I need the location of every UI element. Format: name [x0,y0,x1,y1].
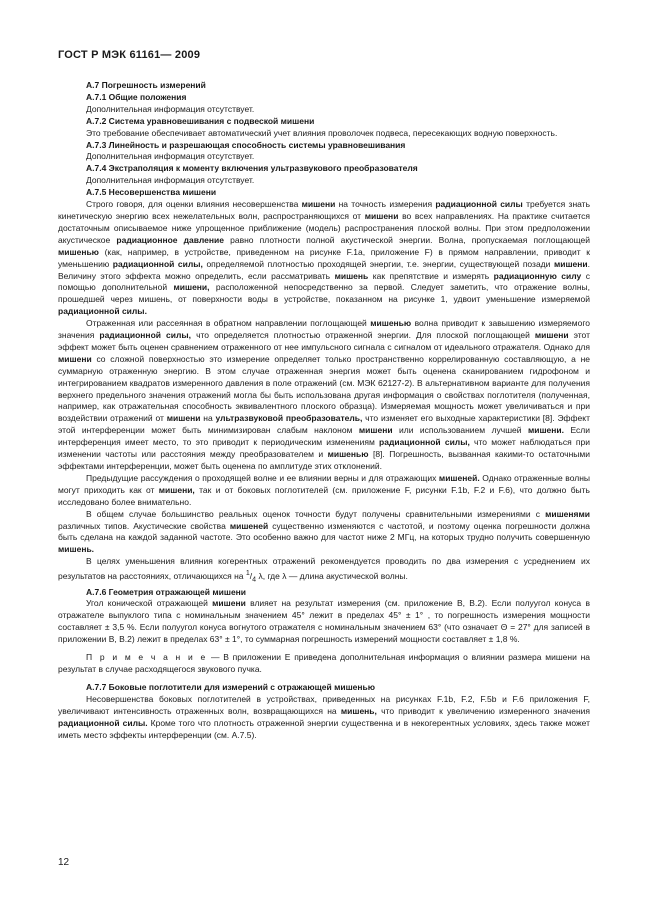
section-heading-a7-3: А.7.3 Линейность и разрешающая способность системы уравновешивания [86,139,406,150]
paragraph-a7-3: Дополнительная информация отсутствует. [86,151,255,162]
paragraph-a7-5-3: Предыдущие рассуждения о проходящей волне и ее влиянии верны и для отражающих мишеней. Однако отраженные волны могут приходить как от мишени, так и от боковых поглотителей (см. приложение F, рисунки F.1b, F.2 и F.6), что должно быть исследовано более внимательно. [58,472,590,507]
paragraph-a7-6: Угол конической отражающей мишени влияет на результат измерения (см. приложение В, В.2). Если полуугол конуса в отражателе выпуклого типа с номинальным значением 45° лежит в пределах 45° ± 1° , то погрешность измерения мощности составляет ± 3,5 %. Если полуугол конуса вогнутого отражателя с номинальным значением 63° (что означает Θ = 27° для записей в приложении В, В.2) лежит в пределах 63° ± 1°, то суммарная погрешность измерений мощности составляет ± 1,8 %. [58,598,590,645]
paragraph-a7-4: Дополнительная информация отсутствует. [86,175,255,186]
page-number: 12 [58,857,70,868]
paragraph-a7-2: Это требование обеспечивает автоматический учет влияния проволочек подвеса, пересекающих водную поверхность. [86,127,558,138]
section-heading-a7-2: А.7.2 Система уравновешивания с подвеской мишени [86,115,315,126]
section-heading-a7-5: А.7.5 Несовершенства мишени [86,187,217,198]
section-heading-a7-1: А.7.1 Общие положения [86,91,187,102]
paragraph-a7-7: Несовершенства боковых поглотителей в устройствах, приведенных на рисунках F.1b, F.2, F.5b и F.6 приложения F, увеличивают интенсивность отраженных волн, возвращающихся на мишень, что приводит к увеличению измеренного значения радиационной силы. Кроме того что плотность отраженной энергии существенна и в некогерентных условиях, здесь также может иметь место эффекты интерференции (см. А.7.5). [58,693,590,740]
document-header: ГОСТ Р МЭК 61161— 2009 [58,49,201,61]
section-heading-a7-7: А.7.7 Боковые поглотители для измерений с отражающей мишенью [86,681,376,692]
paragraph-a7-5-2: Отраженная или рассеянная в обратном направлении поглощающей мишенью волна приводит к завышению измеряемого значения радиационной силы, что определяется плотностью отраженной энергии. Для плоской поглощающей мишени этот эффект может быть оценен сравнением отраженного от нее импульсного сигнала с сигналом от идеального отражателя. Однако для мишени со сложной поверхностью это измерение определяет только пространственно коррелированную составляющую, а не суммарную отраженную энергию. В этом случае отраженная энергия может быть оценена сканированием гидрофоном и интегрированием квадратов измеренного давления в поле отражений (см. МЭК 62127-2). В альтернативном варианте для получения верхнего предельного значения отражений могла бы быть использована другая информация о свойствах поглотителя (полученная, например, как отражательная способность эквивалентного плоского образца). Измеряемая мощность может увеличиваться и при воздействии отражений от мишени на ультразвуковой преобразователь, что изменяет его выходные характеристики [8]. Эффект этой интерференции может быть минимизирован слабым наклоном мишени или использованием лучшей мишени. Если интерференция имеет место, то это приводит к периодическим изменениям радиационной силы, что может наблюдаться при изменении частоты или расстояния между преобразователем и мишенью [8]. Погрешность, вызванная какими-то остаточными эффектами интерференции, может быть оценена по амплитуде этих отклонений. [58,318,590,471]
paragraph-a7-1: Дополнительная информация отсутствует. [86,103,255,114]
paragraph-a7-5-4: В общем случае большинство реальных оценок точности будут получены сравнительными измерениями с мишенями различных типов. Акустические свойства мишеней существенно изменяются с частотой, и поэтому оценка погрешности должна быть сделана на каждой заданной частоте. Это особенно важно для частот ниже 2 МГц, на которых трудно получить совершенную мишень. [58,508,590,555]
section-heading-a7-4: А.7.4 Экстраполяция к моменту включения ультразвукового преобразователя [86,163,418,174]
section-heading-a7-6: А.7.6 Геометрия отражающей мишени [86,586,247,597]
note-text: — В приложении Е приведена дополнительная информация о влиянии размера мишени на результат в случае расходящегося звукового пучка. [58,652,590,675]
paragraph-a7-5-5: В целях уменьшения влияния когерентных отражений рекомендуется проводить по два измерения с усреднением их результатов на расстояниях, отличающихся на $^1/_4$ λ, где λ — длина акустической волны. [58,556,590,584]
section-heading-a7: А.7 Погрешность измерений [86,80,206,90]
document-body [58,80,590,741]
note-paragraph [58,652,590,676]
note-label: П р и м е ч а н и е [86,652,208,663]
paragraph-a7-5-1: Строго говоря, для оценки влияния несовершенства мишени на точность измерения радиационной силы требуется знать кинетическую энергию всех нежелательных волн, распространяющихся от мишени во всех направлениях. На практике считается достаточным описываемое ниже упрощенное приближение (модель) распространения плоской волны. При этом предположении акустическое радиационное давление равно плотности полной акустической энергии. Волна, пропускаемая поглощающей мишенью (как, например, в устройстве, приведенном на рисунке F.1a, приложение F) в прямом направлении, приводит к уменьшению радиационной силы, определяемой плотностью проходящей энергии, т.е. энергии, существующей позади мишени. Величину этого эффекта можно определить, если рассматривать мишень как препятствие и измерять радиационную силу с помощью дополнительной мишени, расположенной непосредственно за первой. Следует заметить, что отражение волны, прошедшей через мишень, от поверхности воды в устройстве, показанном на рисунке 1, удвоит уменьшение измеряемой радиационной силы. [58,199,591,317]
